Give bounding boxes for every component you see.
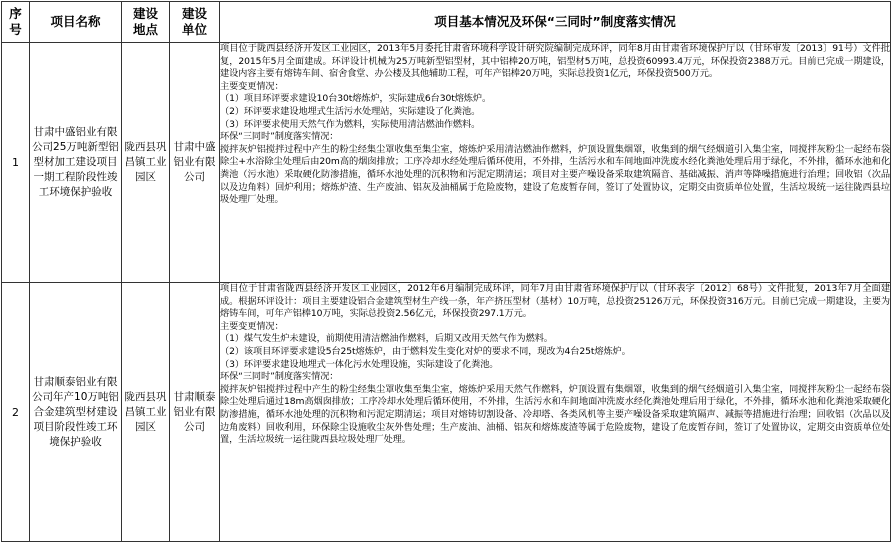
description-paragraph: （3）环评要求使用天然气作为燃料，实际使用清洁燃油作燃料。 (220, 118, 481, 130)
description-cell (220, 43, 891, 283)
description-paragraph: 搅拌灰炉铝搅拌过程中产生的粉尘经集尘罩收集至集尘室，熔炼炉采用清洁燃油作燃料，炉顶设置集烟罩，收集到的烟气经烟道引入集尘室，同搅拌灰粉尘一起经布袋除尘+水浴除尘处理后由20m高的烟囱排放；工序冷却水经处理后循环使用，不外排，生活污水和车间地面冲洗废水经化粪池处理后用于绿化，不外排，循环水池和化粪池（污水池）采取硬化防渗措施，循环水池处理的沉积物和污泥定期清运；项目对主要产噪设备采取建筑隔音、基础减振、消声等降噪措施进行治理；回收铝（次品以及边角料）回炉利用；熔炼炉渣、生产废油、铝灰及油桶属于危险废物，建设了危废暂存间，签订了处置协议，定期交由资质单位处置，生活垃圾统一运往陇西县垃圾处理厂处理。 (220, 143, 890, 206)
description-cell (220, 283, 891, 542)
description-paragraph: 主要变更情况： (220, 320, 284, 332)
header-description: 项目基本情况及环保“三同时”制度落实情况 (220, 2, 891, 43)
row-number: 1 (2, 43, 30, 283)
location-cell: 陇西县巩昌镇工业园区 (122, 43, 170, 283)
table-row (2, 283, 891, 542)
description-paragraph: （2）环评要求建设地埋式生活污水处理站，实际建设了化粪池。 (220, 105, 481, 117)
description-paragraph: 主要变更情况： (220, 80, 284, 92)
description-paragraph: 搅拌灰炉铝搅拌过程中产生的粉尘经集尘罩收集至集尘室，熔炼炉采用天然气作燃料，炉顶设置有集烟罩，收集到的烟气经烟道引入集尘室，同搅拌灰粉尘一起经布袋除尘处理后通过18m高烟囱排放；工序冷却水处理后循环使用，不外排，生活污水和车间地面冲洗废水经化粪池处理后用于绿化，不外排，循环水池和化粪池采取硬化防渗措施，循环水池处理的沉积物和污泥定期清运；项目对熔铸切割设备、冷却塔、各类风机等主要产噪设备采取建筑隔声、减振等措施进行治理；回收铝（次品以及边角废料）回收利用，环保除尘设施收尘灰外售处理；生产废油、油桶、铝灰和熔炼废渣等属于危险废物，建设了危废暂存间，签订了处置协议，定期交由资质单位处置，生活垃圾统一运往陇西县垃圾处理厂处理。 (220, 383, 890, 446)
table-header-row (2, 2, 891, 43)
unit-cell: 甘肃顺泰铝业有限公司 (170, 283, 220, 542)
description-paragraph: （1）项目环评要求建设10台30t熔炼炉，实际建成6台30t熔炼炉。 (220, 93, 492, 105)
header-unit: 建设 单位 (170, 2, 220, 43)
description-paragraph: 环保“三同时”制度落实情况： (220, 371, 339, 383)
description-paragraph: （3）环评要求建设地埋式一体化污水处理设施，实际建设了化粪池。 (220, 358, 499, 370)
header-project-name: 项目名称 (30, 2, 122, 43)
project-name-cell: 甘肃中盛铝业有限公司25万吨新型铝型材加工建设项目一期工程阶段性竣工环境保护验收 (30, 43, 122, 283)
description-paragraph: 项目位于甘肃省陇西县经济开发区工业园区，2012年6月编制完成环评，同年7月由甘肃省环境保护厅以（甘环表字〔2012〕68号）文件批复，2013年7月全面建成。根据环评设计：项目主要建设铝合金建筑型材生产线一条，年产挤压型材（基材）10万吨，总投资25126万元，环保投资316万元。目前已完成一期建设，主要为熔铸车间，可年产铝棒10万吨，实际总投资2.56亿元，环保投资297.1万元。 (220, 283, 890, 320)
header-no: 序 号 (2, 2, 30, 43)
unit-cell: 甘肃中盛铝业有限公司 (170, 43, 220, 283)
row-number: 2 (2, 283, 30, 542)
project-name-cell: 甘肃顺泰铝业有限公司年产10万吨铝合金建筑型材建设项目阶段性竣工环境保护验收 (30, 283, 122, 542)
description-paragraph: （1）煤气发生炉未建设，前期使用清洁燃油作燃料，后期又改用天然气作为燃料。 (220, 333, 553, 345)
description-paragraph: （2）该项目环评要求建设5台25t熔炼炉，由于燃料发生变化对炉的要求不同，现改为4台25t熔炼炉。 (220, 345, 631, 357)
location-cell: 陇西县巩昌镇工业园区 (122, 283, 170, 542)
description-paragraph: 项目位于陇西县经济开发区工业园区，2013年5月委托甘肃省环境科学设计研究院编制完成环评，同年8月由甘肃省环境保护厅以（甘环审发〔2013〕91号）文件批复，2015年5月全面建成。环评设计机械为25万吨新型铝型材，其中铝棒20万吨，铝型材5万吨，总投资60993.4万元，环保投资2388万元。目前已完成一期建设，建设内容主要有熔铸车间、宿舍食堂、办公楼及其他辅助工程，可年产铝棒20万吨，实际总投资1亿元，环保投资500万元。 (220, 43, 890, 80)
description-paragraph: 环保“三同时”制度落实情况： (220, 131, 339, 143)
header-location: 建设 地点 (122, 2, 170, 43)
table-row (2, 43, 891, 283)
project-table (1, 1, 891, 542)
